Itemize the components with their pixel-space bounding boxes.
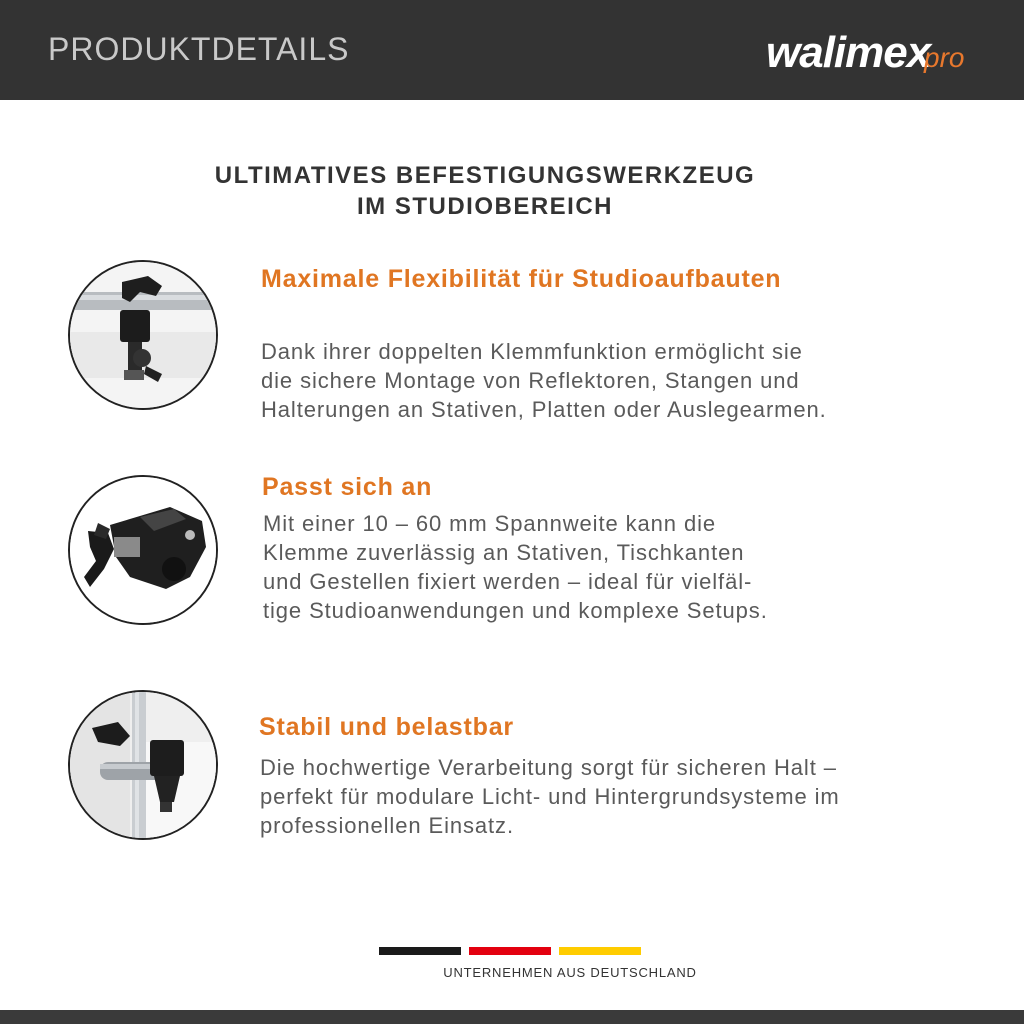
feature-1-line-2: die sichere Montage von Reflektoren, Stangen und	[261, 368, 800, 393]
feature-2-line-3: und Gestellen fixiert werden – ideal für vielfäl-	[263, 569, 753, 594]
feature-1-text	[261, 337, 827, 424]
main-heading	[0, 160, 970, 222]
feature-1-line-1: Dank ihrer doppelten Klemmfunktion ermöglicht sie	[261, 339, 803, 364]
brand-logo	[760, 22, 990, 82]
flag-stripe-black	[379, 947, 461, 955]
main-heading-line-1: ULTIMATIVES BEFESTIGUNGSWERKZEUG	[214, 162, 756, 189]
feature-1-title: Maximale Flexibilität für Studioaufbauten	[261, 265, 782, 293]
feature-3-image	[68, 690, 218, 840]
feature-1-image	[68, 260, 218, 410]
flag-stripe-gold	[559, 947, 641, 955]
feature-2-line-4: tige Studioanwendungen und komplexe Setups.	[263, 598, 768, 623]
header-bar	[0, 0, 1024, 100]
clamp-closeup-icon	[70, 477, 216, 623]
main-heading-line-2: IM STUDIOBEREICH	[356, 193, 613, 220]
page-title: PRODUKTDETAILS	[48, 31, 350, 67]
feature-2-line-1: Mit einer 10 – 60 mm Spannweite kann die	[263, 511, 717, 536]
feature-3-title: Stabil und belastbar	[259, 713, 514, 741]
clamp-on-stand-icon	[70, 692, 216, 838]
feature-3-line-1: Die hochwertige Verarbeitung sorgt für sicheren Halt –	[260, 755, 837, 780]
feature-2-line-2: Klemme zuverlässig an Stativen, Tischkanten	[263, 540, 745, 565]
feature-2-image	[68, 475, 218, 625]
feature-1-line-3: Halterungen an Stativen, Platten oder Auslegearmen.	[261, 397, 827, 422]
logo-suffix: pro	[924, 42, 965, 73]
feature-3-line-2: perfekt für modulare Licht- und Hintergrundsysteme im	[260, 784, 840, 809]
bottom-bar	[0, 1010, 1024, 1024]
feature-2-title: Passt sich an	[262, 473, 433, 501]
logo-wordmark: walimex	[766, 28, 931, 77]
flag-stripe-red	[469, 947, 551, 955]
clamp-on-rod-icon	[70, 262, 216, 408]
feature-3-line-3: professionellen Einsatz.	[260, 813, 514, 838]
footer-label: UNTERNEHMEN AUS DEUTSCHLAND	[443, 965, 697, 980]
feature-3-text	[260, 753, 840, 840]
feature-2-text	[263, 509, 768, 625]
